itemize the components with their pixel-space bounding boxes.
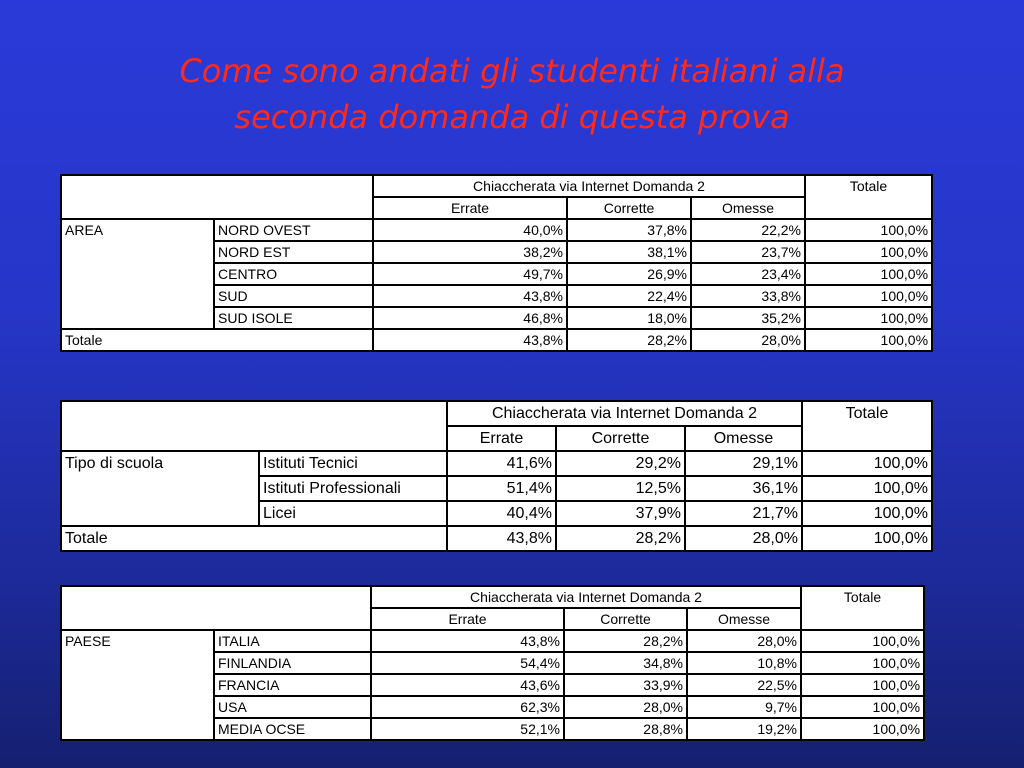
total-row-label: Totale [61, 526, 447, 551]
total-errate: 43,8% [447, 526, 556, 551]
total-totale: 100,0% [805, 329, 932, 351]
row-group-label: AREA [61, 219, 214, 329]
value-errate: 41,6% [447, 451, 556, 476]
table-header-row [61, 175, 932, 197]
value-corrette: 18,0% [567, 307, 691, 329]
row-label: Istituti Tecnici [259, 451, 447, 476]
value-errate: 40,0% [373, 219, 567, 241]
value-omesse: 35,2% [691, 307, 805, 329]
value-omesse: 10,8% [687, 652, 801, 674]
row-label: SUD [214, 285, 373, 307]
total-omesse: 28,0% [685, 526, 802, 551]
total-column-header: Totale [805, 175, 932, 219]
value-corrette: 33,9% [564, 674, 687, 696]
value-totale: 100,0% [805, 219, 932, 241]
value-errate: 38,2% [373, 241, 567, 263]
column-header-omesse: Omesse [691, 197, 805, 219]
column-header-errate: Errate [373, 197, 567, 219]
group-header: Chiaccherata via Internet Domanda 2 [373, 175, 805, 197]
total-row-label: Totale [61, 329, 373, 351]
group-header: Chiaccherata via Internet Domanda 2 [371, 586, 801, 608]
slide-title-line-2: seconda domanda di questa prova [234, 98, 790, 136]
table-header-row [61, 586, 924, 608]
value-totale: 100,0% [801, 652, 924, 674]
value-omesse: 9,7% [687, 696, 801, 718]
value-corrette: 28,2% [564, 630, 687, 652]
column-header-omesse: Omesse [687, 608, 801, 630]
total-row [61, 329, 932, 351]
value-totale: 100,0% [805, 285, 932, 307]
value-omesse: 28,0% [687, 630, 801, 652]
value-omesse: 22,2% [691, 219, 805, 241]
value-omesse: 19,2% [687, 718, 801, 740]
value-errate: 54,4% [371, 652, 564, 674]
value-totale: 100,0% [802, 451, 932, 476]
value-totale: 100,0% [801, 696, 924, 718]
total-errate: 43,8% [373, 329, 567, 351]
value-corrette: 37,8% [567, 219, 691, 241]
slide-title-line-1: Come sono andati gli studenti italiani alla [179, 52, 845, 90]
row-label: FRANCIA [214, 674, 371, 696]
value-errate: 62,3% [371, 696, 564, 718]
total-row [61, 526, 932, 551]
row-group-label: Tipo di scuola [61, 451, 259, 526]
table-row [61, 451, 932, 476]
total-corrette: 28,2% [556, 526, 685, 551]
value-corrette: 28,8% [564, 718, 687, 740]
row-label: FINLANDIA [214, 652, 371, 674]
total-omesse: 28,0% [691, 329, 805, 351]
header-corner-cell [61, 175, 373, 219]
value-omesse: 29,1% [685, 451, 802, 476]
row-label: NORD OVEST [214, 219, 373, 241]
value-errate: 51,4% [447, 476, 556, 501]
value-errate: 52,1% [371, 718, 564, 740]
row-label: NORD EST [214, 241, 373, 263]
value-corrette: 29,2% [556, 451, 685, 476]
value-totale: 100,0% [802, 501, 932, 526]
column-header-corrette: Corrette [556, 426, 685, 451]
value-corrette: 34,8% [564, 652, 687, 674]
header-corner-cell [61, 401, 447, 451]
value-omesse: 36,1% [685, 476, 802, 501]
row-label: ITALIA [214, 630, 371, 652]
country-table [60, 585, 925, 741]
value-omesse: 33,8% [691, 285, 805, 307]
total-column-header: Totale [801, 586, 924, 630]
total-totale: 100,0% [802, 526, 932, 551]
value-totale: 100,0% [805, 307, 932, 329]
school-type-table [60, 400, 933, 552]
row-label: Licei [259, 501, 447, 526]
value-omesse: 23,4% [691, 263, 805, 285]
value-errate: 43,8% [371, 630, 564, 652]
total-corrette: 28,2% [567, 329, 691, 351]
value-totale: 100,0% [805, 263, 932, 285]
column-header-omesse: Omesse [685, 426, 802, 451]
column-header-corrette: Corrette [564, 608, 687, 630]
table-header-row [61, 401, 932, 426]
value-totale: 100,0% [805, 241, 932, 263]
group-header: Chiaccherata via Internet Domanda 2 [447, 401, 802, 426]
area-table [60, 174, 933, 352]
row-label: MEDIA OCSE [214, 718, 371, 740]
value-errate: 40,4% [447, 501, 556, 526]
value-corrette: 38,1% [567, 241, 691, 263]
row-label: Istituti Professionali [259, 476, 447, 501]
slide-title [0, 48, 1024, 140]
value-corrette: 12,5% [556, 476, 685, 501]
value-errate: 43,8% [373, 285, 567, 307]
column-header-errate: Errate [371, 608, 564, 630]
value-corrette: 28,0% [564, 696, 687, 718]
value-errate: 49,7% [373, 263, 567, 285]
value-corrette: 26,9% [567, 263, 691, 285]
value-totale: 100,0% [801, 630, 924, 652]
value-corrette: 22,4% [567, 285, 691, 307]
value-omesse: 21,7% [685, 501, 802, 526]
value-totale: 100,0% [801, 718, 924, 740]
total-column-header: Totale [802, 401, 932, 451]
header-corner-cell [61, 586, 371, 630]
column-header-errate: Errate [447, 426, 556, 451]
table-row [61, 630, 924, 652]
row-label: CENTRO [214, 263, 373, 285]
value-totale: 100,0% [801, 674, 924, 696]
row-group-label: PAESE [61, 630, 214, 740]
value-totale: 100,0% [802, 476, 932, 501]
table-row [61, 219, 932, 241]
value-corrette: 37,9% [556, 501, 685, 526]
row-label: USA [214, 696, 371, 718]
row-label: SUD ISOLE [214, 307, 373, 329]
value-errate: 43,6% [371, 674, 564, 696]
column-header-corrette: Corrette [567, 197, 691, 219]
value-omesse: 22,5% [687, 674, 801, 696]
value-errate: 46,8% [373, 307, 567, 329]
value-omesse: 23,7% [691, 241, 805, 263]
